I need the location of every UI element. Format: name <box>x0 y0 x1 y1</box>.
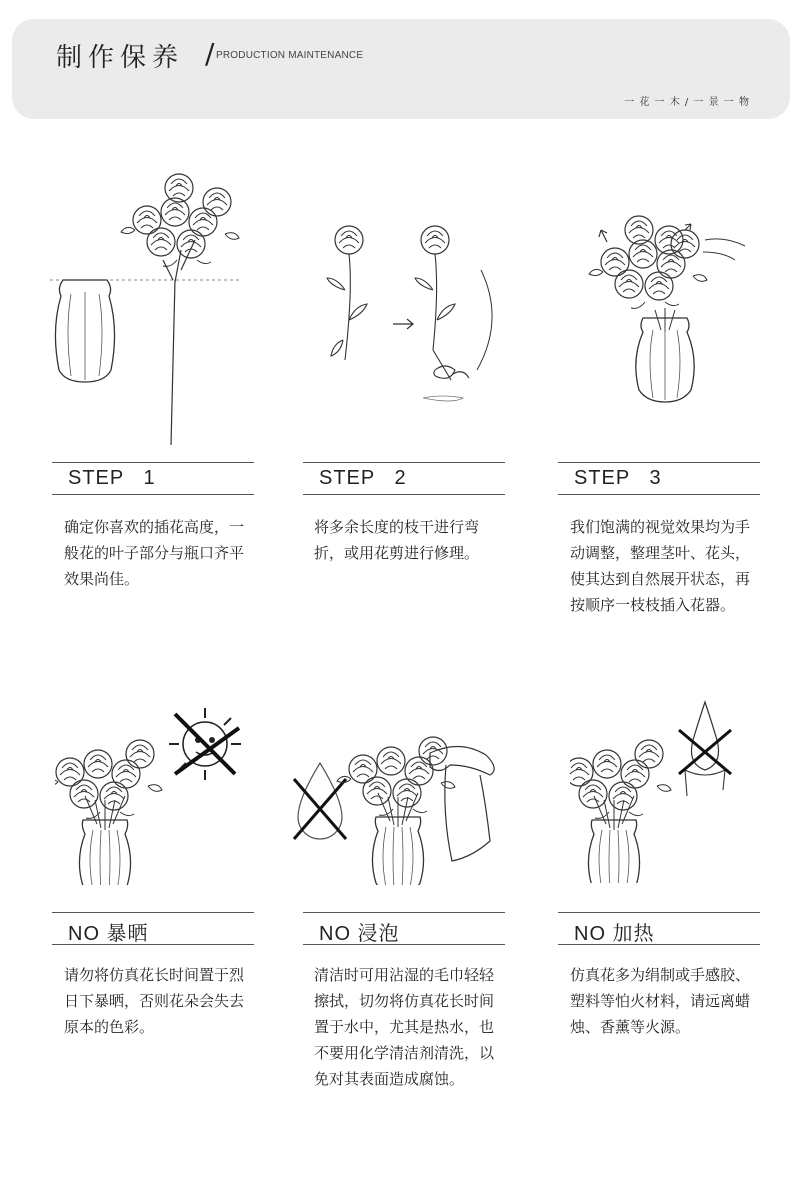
no-heat-illustration <box>570 698 770 883</box>
title-slash: / <box>205 37 215 70</box>
step1-header <box>52 462 254 495</box>
step3-header <box>558 462 760 495</box>
no-sun-header <box>52 912 254 945</box>
step3-illustration <box>585 200 765 415</box>
step1-illustration <box>45 170 245 450</box>
step2-label: STEP 2 <box>319 467 407 489</box>
no-sun-text: 请勿将仿真花长时间置于烈日下暴晒，否则花朵会失去原本的色彩。 <box>64 966 245 1036</box>
step3-label: STEP 3 <box>574 467 662 489</box>
step2-header <box>303 462 505 495</box>
crossed-flame-icon <box>679 702 731 796</box>
no-heat-header <box>558 912 760 945</box>
no-soak-header <box>303 912 505 945</box>
no-heat-text: 仿真花多为绢制或手感胶、塑料等怕火材料，请远离蜡烛、香薰等火源。 <box>570 966 751 1036</box>
step1-text: 确定你喜欢的插花高度，一般花的叶子部分与瓶口齐平效果尚佳。 <box>64 518 245 588</box>
no-soak-text: 清洁时可用沾湿的毛巾轻轻擦拭，切勿将仿真花长时间置于水中，尤其是热水，也不要用化学清洁剂清洗，以免对其表面造成腐蚀。 <box>314 966 495 1088</box>
step2-illustration <box>305 210 505 420</box>
flower-arrangement-icon <box>585 200 765 415</box>
header-banner <box>12 19 790 119</box>
page-subtitle: PRODUCTION MAINTENANCE <box>216 50 364 61</box>
no-heat-label: NO 加热 <box>574 923 655 945</box>
no-sun-illustration <box>55 700 255 885</box>
stem-cutting-icon <box>305 210 505 420</box>
no-soak-illustration <box>290 735 505 885</box>
step2-text: 将多余长度的枝干进行弯折，或用花剪进行修理。 <box>314 518 480 562</box>
step1-label: STEP 1 <box>68 467 156 489</box>
vase-and-flower-stem-icon <box>45 170 245 450</box>
no-soak-label: NO 浸泡 <box>319 923 400 945</box>
crossed-water-drop-icon <box>294 763 346 839</box>
step3-text: 我们饱满的视觉效果均为手动调整，整理茎叶、花头，使其达到自然展开状态，再按顺序一枝枝插入花器。 <box>570 518 751 614</box>
tagline: 一 花 一 木 / 一 景 一 物 <box>624 97 750 108</box>
crossed-sun-icon <box>169 708 241 780</box>
page-title: 制作保养 <box>56 43 185 73</box>
no-sun-label: NO 暴晒 <box>68 923 149 945</box>
